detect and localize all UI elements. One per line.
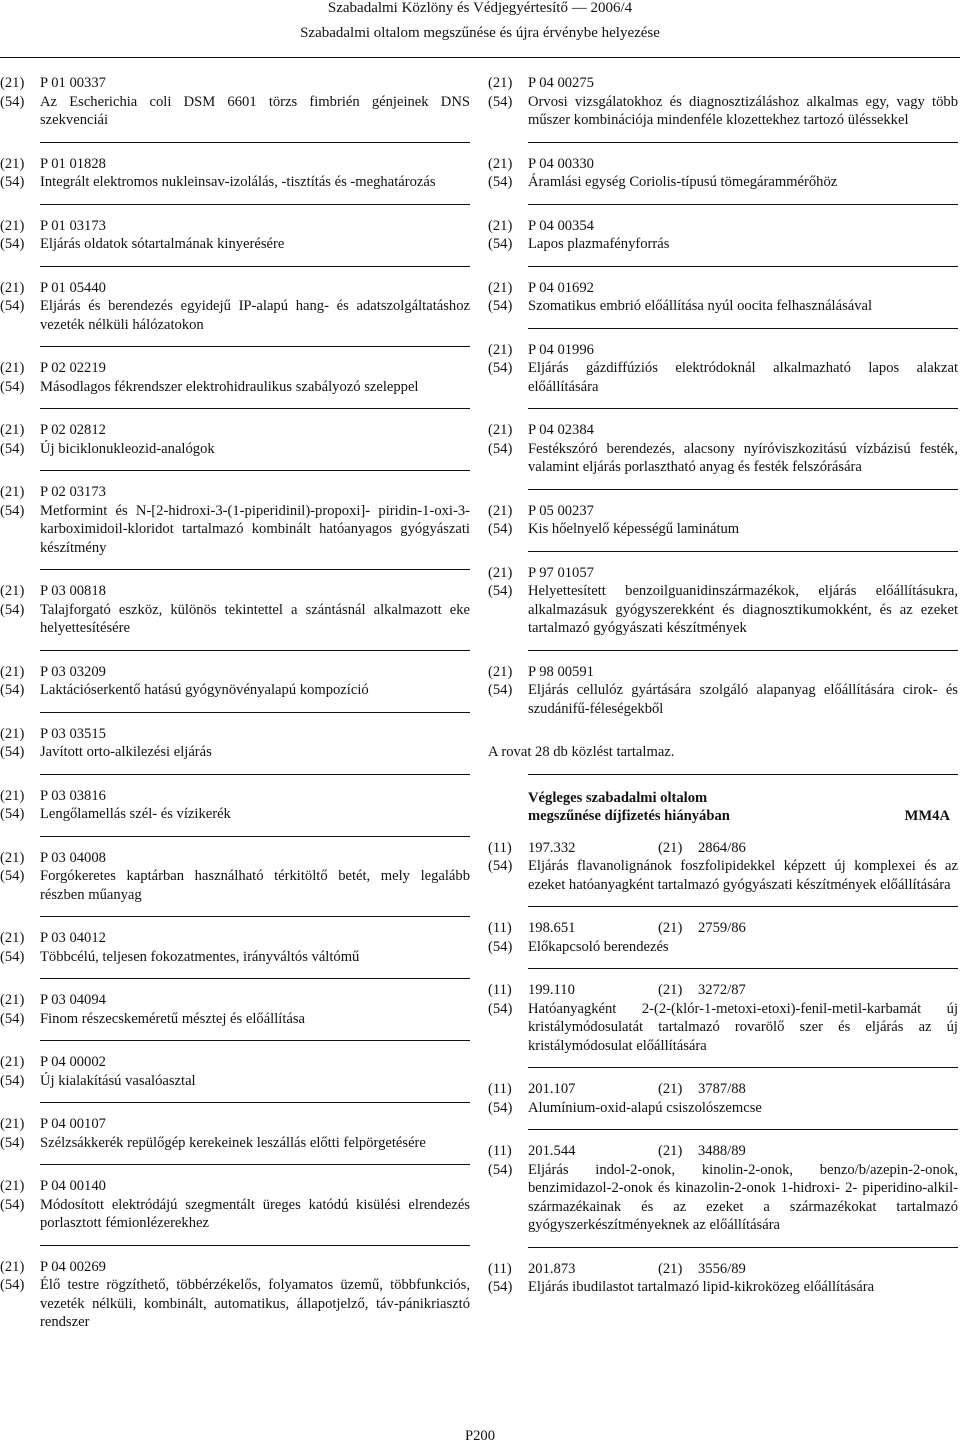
application-number: 3488/89 (698, 1143, 746, 1159)
invention-title: Többcélú, teljesen fokozatmentes, irányváltós váltómű (40, 948, 360, 965)
mm-entry (488, 919, 958, 956)
code-54: (54) (488, 1279, 513, 1295)
entry-title-row (0, 502, 470, 558)
patent-entry (0, 1177, 470, 1233)
separator-rule (528, 408, 958, 409)
entry-number-row (0, 929, 470, 948)
application-number: P 03 03816 (40, 787, 106, 804)
patent-entry (488, 217, 958, 254)
application-number: P 03 03209 (40, 663, 106, 680)
code-21: (21) (658, 1143, 683, 1159)
separator-rule (528, 489, 958, 490)
code-54: (54) (0, 948, 25, 965)
application-number: 3272/87 (698, 982, 746, 998)
entry-title-row (0, 867, 470, 904)
code-21: (21) (0, 583, 25, 599)
patent-entry (0, 483, 470, 557)
separator-rule (40, 470, 470, 471)
code-54: (54) (0, 744, 25, 760)
application-number: 2864/86 (698, 839, 746, 856)
patent-entry (0, 1115, 470, 1152)
invention-title: Az Escherichia coli DSM 6601 törzs fimbrién génjeinek DNS szekvenciái (40, 93, 470, 128)
entry-number-row (0, 725, 470, 744)
mm-entry (488, 839, 958, 895)
code-11: (11) (488, 982, 512, 998)
entry-title-row (0, 93, 470, 130)
code-54: (54) (0, 868, 25, 884)
code-11: (11) (488, 1260, 512, 1277)
entry-number-row (488, 341, 958, 360)
entry-title-row (488, 938, 958, 957)
patent-entry (0, 279, 470, 335)
entry-number-row (0, 787, 470, 806)
code-21: (21) (488, 422, 513, 438)
code-54: (54) (0, 1196, 25, 1213)
code-21: (21) (488, 663, 513, 680)
code-11: (11) (488, 1143, 512, 1159)
separator-rule (40, 1102, 470, 1103)
application-number: P 04 00269 (40, 1258, 106, 1275)
separator-rule (40, 569, 470, 570)
entry-number-row (0, 74, 470, 93)
code-54: (54) (0, 1277, 25, 1293)
entry-number-row (0, 359, 470, 378)
entry-number-row (0, 991, 470, 1010)
entry-number-row (488, 1260, 958, 1279)
code-21: (21) (0, 930, 25, 946)
code-54: (54) (0, 378, 25, 395)
mm-entry (488, 981, 958, 1055)
separator-rule (528, 142, 958, 143)
patent-entry (488, 421, 958, 477)
code-11: (11) (488, 839, 512, 856)
code-54: (54) (0, 682, 25, 698)
entry-number-row (488, 1080, 958, 1099)
entry-title-row (0, 378, 470, 397)
code-54: (54) (488, 858, 513, 874)
invention-title: Új kialakítású vasalóasztal (40, 1072, 196, 1089)
code-21: (21) (658, 920, 683, 936)
code-54: (54) (488, 1000, 513, 1017)
patent-entry (0, 787, 470, 824)
patent-entry (488, 663, 958, 719)
code-54: (54) (488, 360, 513, 376)
section-title (528, 789, 958, 826)
code-21: (21) (488, 75, 513, 91)
code-21: (21) (0, 1258, 25, 1275)
mm-numbers (528, 1080, 958, 1099)
application-number: 2759/86 (698, 920, 746, 936)
patent-entry (0, 849, 470, 905)
application-number: P 01 05440 (40, 279, 106, 296)
patent-entry (488, 155, 958, 192)
code-21: (21) (488, 341, 513, 358)
entry-number-row (488, 981, 958, 1000)
entry-title-row (488, 1099, 958, 1118)
mm-numbers (528, 1142, 958, 1161)
separator-rule (528, 204, 958, 205)
separator-rule (528, 551, 958, 552)
code-11: (11) (488, 920, 512, 936)
application-number: P 02 02219 (40, 360, 106, 376)
separator-rule (528, 968, 958, 969)
invention-title: Helyettesített benzoilguanidinszármazékok, eljárás előállításukra, alkalmazásuk gyógyszerekként és diagnosztikumokként, és az ezeket tartalmazó gyógyászati készítmények (528, 583, 958, 636)
invention-title: Eljárás ibudilastot tartalmazó lipid-kikroközeg előállítására (528, 1279, 875, 1295)
invention-title: Javított orto-alkilezési eljárás (40, 744, 212, 760)
code-21: (21) (0, 217, 25, 234)
entry-title-row (488, 1161, 958, 1235)
patent-entry (0, 929, 470, 966)
code-21: (21) (0, 1178, 25, 1194)
patent-entry (0, 74, 470, 130)
invention-title: Forgókeretes kaptárban használható térkitöltő betét, mely legalább részben műanyag (40, 868, 470, 903)
code-54: (54) (488, 236, 513, 252)
patent-entry (0, 1053, 470, 1090)
entry-title-row (488, 520, 958, 539)
entry-number-row (488, 217, 958, 236)
invention-title: Élő testre rögzíthető, többérzékelős, folyamatos üzemű, többfunkciós, vezeték nélküli, kombinált, automatikus, állapotjelző, táv-pánikriasztó rendszer (40, 1277, 470, 1330)
application-number: P 01 03173 (40, 217, 106, 234)
invention-title: Szomatikus embrió előállítása nyúl oocita felhasználásával (528, 298, 873, 314)
entry-number-row (0, 1177, 470, 1196)
entry-title-row (0, 173, 470, 192)
invention-title: Talajforgató eszköz, különös tekintettel a szántásnál alkalmazott eke helyettesítésére (40, 601, 470, 636)
application-number: P 04 02384 (528, 422, 594, 438)
application-number: P 04 01996 (528, 341, 594, 358)
entry-number-row (0, 1115, 470, 1134)
application-number: P 04 00107 (40, 1116, 106, 1132)
patent-entry (0, 359, 470, 396)
separator-rule (40, 916, 470, 917)
application-number: P 05 00237 (528, 502, 594, 519)
entry-number-row (488, 421, 958, 440)
patent-number: 201.873 (528, 1260, 576, 1277)
entry-title-row (0, 1196, 470, 1233)
section-title-line2: megszűnése díjfizetés hiányában (528, 808, 730, 824)
entry-title-row (488, 235, 958, 254)
code-54: (54) (0, 1010, 25, 1027)
code-54: (54) (488, 440, 513, 457)
application-number: P 04 00002 (40, 1054, 106, 1070)
code-54: (54) (0, 236, 25, 252)
invention-title: Lapos plazmafényforrás (528, 236, 670, 252)
entry-number-row (488, 502, 958, 521)
entry-number-row (488, 919, 958, 938)
code-21: (21) (658, 839, 683, 856)
patent-number: 199.110 (528, 982, 575, 998)
application-number: P 98 00591 (528, 663, 594, 680)
entry-title-row (488, 1278, 958, 1297)
patent-number: 201.544 (528, 1143, 576, 1159)
separator-rule (40, 346, 470, 347)
patent-entry (0, 1258, 470, 1332)
code-21: (21) (0, 360, 25, 376)
invention-title: Alumínium-oxid-alapú csiszolószemcse (528, 1099, 762, 1116)
patent-entry (0, 421, 470, 458)
code-54: (54) (0, 298, 25, 314)
code-21: (21) (488, 155, 513, 172)
code-21: (21) (0, 663, 25, 680)
code-54: (54) (0, 174, 25, 190)
application-number: P 97 01057 (528, 564, 594, 581)
entry-number-row (488, 564, 958, 583)
code-21: (21) (488, 279, 513, 296)
application-number: P 01 01828 (40, 155, 106, 172)
code-21: (21) (0, 484, 25, 500)
patent-entry (488, 564, 958, 638)
entry-number-row (488, 279, 958, 298)
separator-rule (528, 906, 958, 907)
entry-title-row (0, 681, 470, 700)
separator-rule (40, 408, 470, 409)
application-number: P 04 00140 (40, 1178, 106, 1194)
separator-rule (40, 712, 470, 713)
entry-title-row (488, 297, 958, 316)
patent-entry (0, 582, 470, 638)
code-54: (54) (488, 298, 513, 314)
application-number: P 04 01692 (528, 279, 594, 296)
code-21: (21) (0, 422, 25, 438)
rovat-note: A rovat 28 db közlést tartalmaz. (488, 744, 675, 760)
application-number: P 03 00818 (40, 583, 106, 599)
entry-title-row (0, 1072, 470, 1091)
code-54: (54) (488, 938, 513, 955)
entry-title-row (0, 1276, 470, 1332)
invention-title: Hatóanyagként 2-(2-(klór-1-metoxi-etoxi)-fenil-metil-karbamát új kristálymódosulatát tartalmazó rovarölő szer és eljárás az új kristálymódosulat előállítására (528, 1000, 958, 1054)
left-column (0, 74, 470, 1332)
separator-rule (40, 142, 470, 143)
entry-number-row (0, 1053, 470, 1072)
entry-number-row (488, 663, 958, 682)
invention-title: Új biciklonukleozid-analógok (40, 440, 215, 457)
code-54: (54) (488, 583, 513, 599)
invention-title: Kis hőelnyelő képességű laminátum (528, 521, 740, 537)
patent-entry (488, 279, 958, 316)
code-54: (54) (488, 682, 513, 698)
mm-numbers (528, 981, 958, 1000)
entry-number-row (488, 1142, 958, 1161)
application-number: P 01 00337 (40, 75, 106, 91)
entry-title-row (0, 948, 470, 967)
entry-number-row (0, 279, 470, 298)
invention-title: Szélzsákkerék repülőgép kerekeinek leszállás előtti felpörgetésére (40, 1134, 426, 1151)
patent-entry (0, 991, 470, 1028)
entry-number-row (0, 483, 470, 502)
invention-title: Áramlási egység Coriolis-típusú tömegárammérőhöz (528, 174, 838, 190)
entry-number-row (488, 74, 958, 93)
application-number: P 03 04008 (40, 849, 106, 866)
separator-rule (528, 1067, 958, 1068)
patent-entry (0, 663, 470, 700)
code-21: (21) (0, 75, 25, 91)
application-number: P 04 00275 (528, 75, 594, 91)
code-21: (21) (488, 217, 513, 234)
code-54: (54) (0, 440, 25, 457)
code-54: (54) (0, 502, 25, 519)
mm-numbers (528, 919, 958, 938)
entry-title-row (0, 235, 470, 254)
patent-number: 197.332 (528, 839, 576, 856)
invention-title: Orvosi vizsgálatokhoz és diagnosztizáláshoz alkalmas egy, vagy több műszer kombinációja mindenféle klozettekhez tartozó üléssekkel (528, 93, 958, 128)
entry-title-row (488, 173, 958, 192)
entry-title-row (488, 359, 958, 396)
mm-numbers (528, 839, 958, 858)
application-number: P 03 04094 (40, 992, 106, 1008)
code-21: (21) (0, 849, 25, 866)
patent-number: 201.107 (528, 1081, 576, 1097)
code-21: (21) (658, 1081, 683, 1097)
patent-entry (0, 217, 470, 254)
separator-rule (40, 204, 470, 205)
invention-title: Eljárás indol-2-onok, kinolin-2-onok, benzo/b/azepin-2-onok, benzimidazol-2-onok és kinazolin-2-onok 1-hidroxi- 2- piperidino-alkil-származékainak és az ezeket a származékokat tartalmazó gyógyszerkészítményeknek az előállítására (528, 1161, 958, 1233)
code-21: (21) (488, 564, 513, 581)
separator-rule (528, 266, 958, 267)
patent-entry (488, 341, 958, 397)
code-54: (54) (488, 1161, 513, 1178)
entry-title-row (0, 1134, 470, 1153)
code-21: (21) (0, 725, 25, 742)
invention-title: Eljárás cellulóz gyártására szolgáló alapanyag előállítására cirok- és szudánifű-féleségekből (528, 682, 958, 717)
entry-number-row (0, 155, 470, 174)
application-number: P 02 02812 (40, 422, 106, 438)
code-21: (21) (0, 787, 25, 804)
code-54: (54) (0, 806, 25, 822)
invention-title: Eljárás oldatok sótartalmának kinyerésére (40, 236, 285, 252)
invention-title: Laktációserkentő hatású gyógynövényalapú kompozíció (40, 682, 369, 698)
entry-number-row (0, 849, 470, 868)
separator-rule (528, 1129, 958, 1130)
code-21: (21) (658, 1260, 683, 1277)
code-54: (54) (488, 93, 513, 110)
separator-rule (40, 266, 470, 267)
code-21: (21) (658, 982, 683, 998)
code-21: (21) (0, 1116, 25, 1132)
separator-rule (40, 1040, 470, 1041)
code-21: (21) (0, 1054, 25, 1070)
entry-number-row (0, 217, 470, 236)
separator-rule (40, 836, 470, 837)
mm-entry (488, 1080, 958, 1117)
entry-number-row (488, 155, 958, 174)
mm-entry (488, 1260, 958, 1297)
entry-title-row (0, 743, 470, 762)
application-number: 3556/89 (698, 1260, 746, 1277)
patent-number: 198.651 (528, 920, 576, 936)
patent-entry (0, 155, 470, 192)
entry-number-row (0, 421, 470, 440)
header-rule (0, 57, 960, 58)
invention-title: Lengőlamellás szél- és vízikerék (40, 806, 231, 822)
code-54: (54) (0, 601, 25, 618)
entry-number-row (0, 1258, 470, 1277)
entry-title-row (0, 805, 470, 824)
separator-rule (528, 650, 958, 651)
code-54: (54) (0, 93, 25, 110)
entry-title-row (488, 582, 958, 638)
entry-title-row (488, 440, 958, 477)
code-54: (54) (488, 521, 513, 537)
entry-number-row (0, 663, 470, 682)
entry-title-row (0, 601, 470, 638)
entry-title-row (488, 93, 958, 130)
invention-title: Eljárás flavanolignánok foszfolipidekkel képzett új komplexei és az ezeket hatóanyagként tartalmazó gyógyászati készítmények előállítására (528, 858, 958, 893)
separator-rule (40, 1164, 470, 1165)
mm-entry (488, 1142, 958, 1235)
entry-title-row (0, 297, 470, 334)
entry-number-row (0, 582, 470, 601)
separator-rule (40, 774, 470, 775)
application-number: 3787/88 (698, 1081, 746, 1097)
code-21: (21) (0, 279, 25, 296)
application-number: P 04 00354 (528, 217, 594, 234)
invention-title: Finom részecskeméretű mésztej és előállítása (40, 1010, 306, 1027)
invention-title: Metformint és N-[2-hidroxi-3-(1-piperidinil)-propoxi]- piridin-1-oxi-3-karboximidoil-kloridot tartalmazó kombinált hatóanyagos gyógyászati készítmény (40, 502, 470, 556)
separator-rule (40, 1245, 470, 1246)
code-54: (54) (488, 174, 513, 190)
code-21: (21) (488, 502, 513, 519)
invention-title: Módosított elektródájú szegmentált üreges katódú kisülési elrendezés porlasztott fémionlézerekhez (40, 1196, 470, 1231)
code-11: (11) (488, 1081, 512, 1097)
patent-entry (488, 502, 958, 539)
application-number: P 02 03173 (40, 484, 106, 500)
mm-numbers (528, 1260, 958, 1279)
page-number: P200 (464, 1428, 495, 1444)
section-code: MM4A (904, 808, 950, 824)
section-title-line1: Végleges szabadalmi oltalom (528, 789, 708, 806)
code-54: (54) (0, 1134, 25, 1151)
application-number: P 04 00330 (528, 155, 594, 172)
invention-title: Eljárás gázdiffúziós elektródoknál alkalmazható lapos alakzat előállítására (528, 360, 958, 395)
separator-rule (40, 978, 470, 979)
entry-title-row (0, 440, 470, 459)
invention-title: Integrált elektromos nukleinsav-izolálás, -tisztítás és -meghatározás (40, 174, 436, 190)
code-54: (54) (488, 1099, 513, 1116)
patent-entry (488, 74, 958, 130)
separator-rule (528, 1247, 958, 1248)
header-title: Szabadalmi Közlöny és Védjegyértesítő — 2006/4 (327, 0, 633, 16)
entry-title-row (488, 857, 958, 894)
invention-title: Eljárás és berendezés egyidejű IP-alapú hang- és adatszolgáltatáshoz vezeték nélküli hálózatokon (40, 298, 470, 333)
entry-title-row (488, 1000, 958, 1056)
application-number: P 03 04012 (40, 930, 106, 946)
entry-title-row (0, 1010, 470, 1029)
entry-number-row (488, 839, 958, 858)
separator-rule (528, 774, 958, 775)
right-column (488, 74, 958, 1297)
header-subtitle: Szabadalmi oltalom megszűnése és újra érvénybe helyezése (300, 25, 660, 41)
invention-title: Másodlagos fékrendszer elektrohidraulikus szabályozó szeleppel (40, 378, 419, 395)
code-21: (21) (0, 992, 25, 1008)
separator-rule (40, 650, 470, 651)
invention-title: Előkapcsoló berendezés (528, 938, 669, 955)
application-number: P 03 03515 (40, 725, 106, 742)
entry-title-row (488, 681, 958, 718)
code-21: (21) (0, 155, 25, 172)
patent-entry (0, 725, 470, 762)
separator-rule (528, 328, 958, 329)
invention-title: Festékszóró berendezés, alacsony nyíróviszkozitású vízbázisú festék, valamint eljárás porlasztható anyag és festék felszórására (528, 440, 958, 475)
code-54: (54) (0, 1072, 25, 1089)
